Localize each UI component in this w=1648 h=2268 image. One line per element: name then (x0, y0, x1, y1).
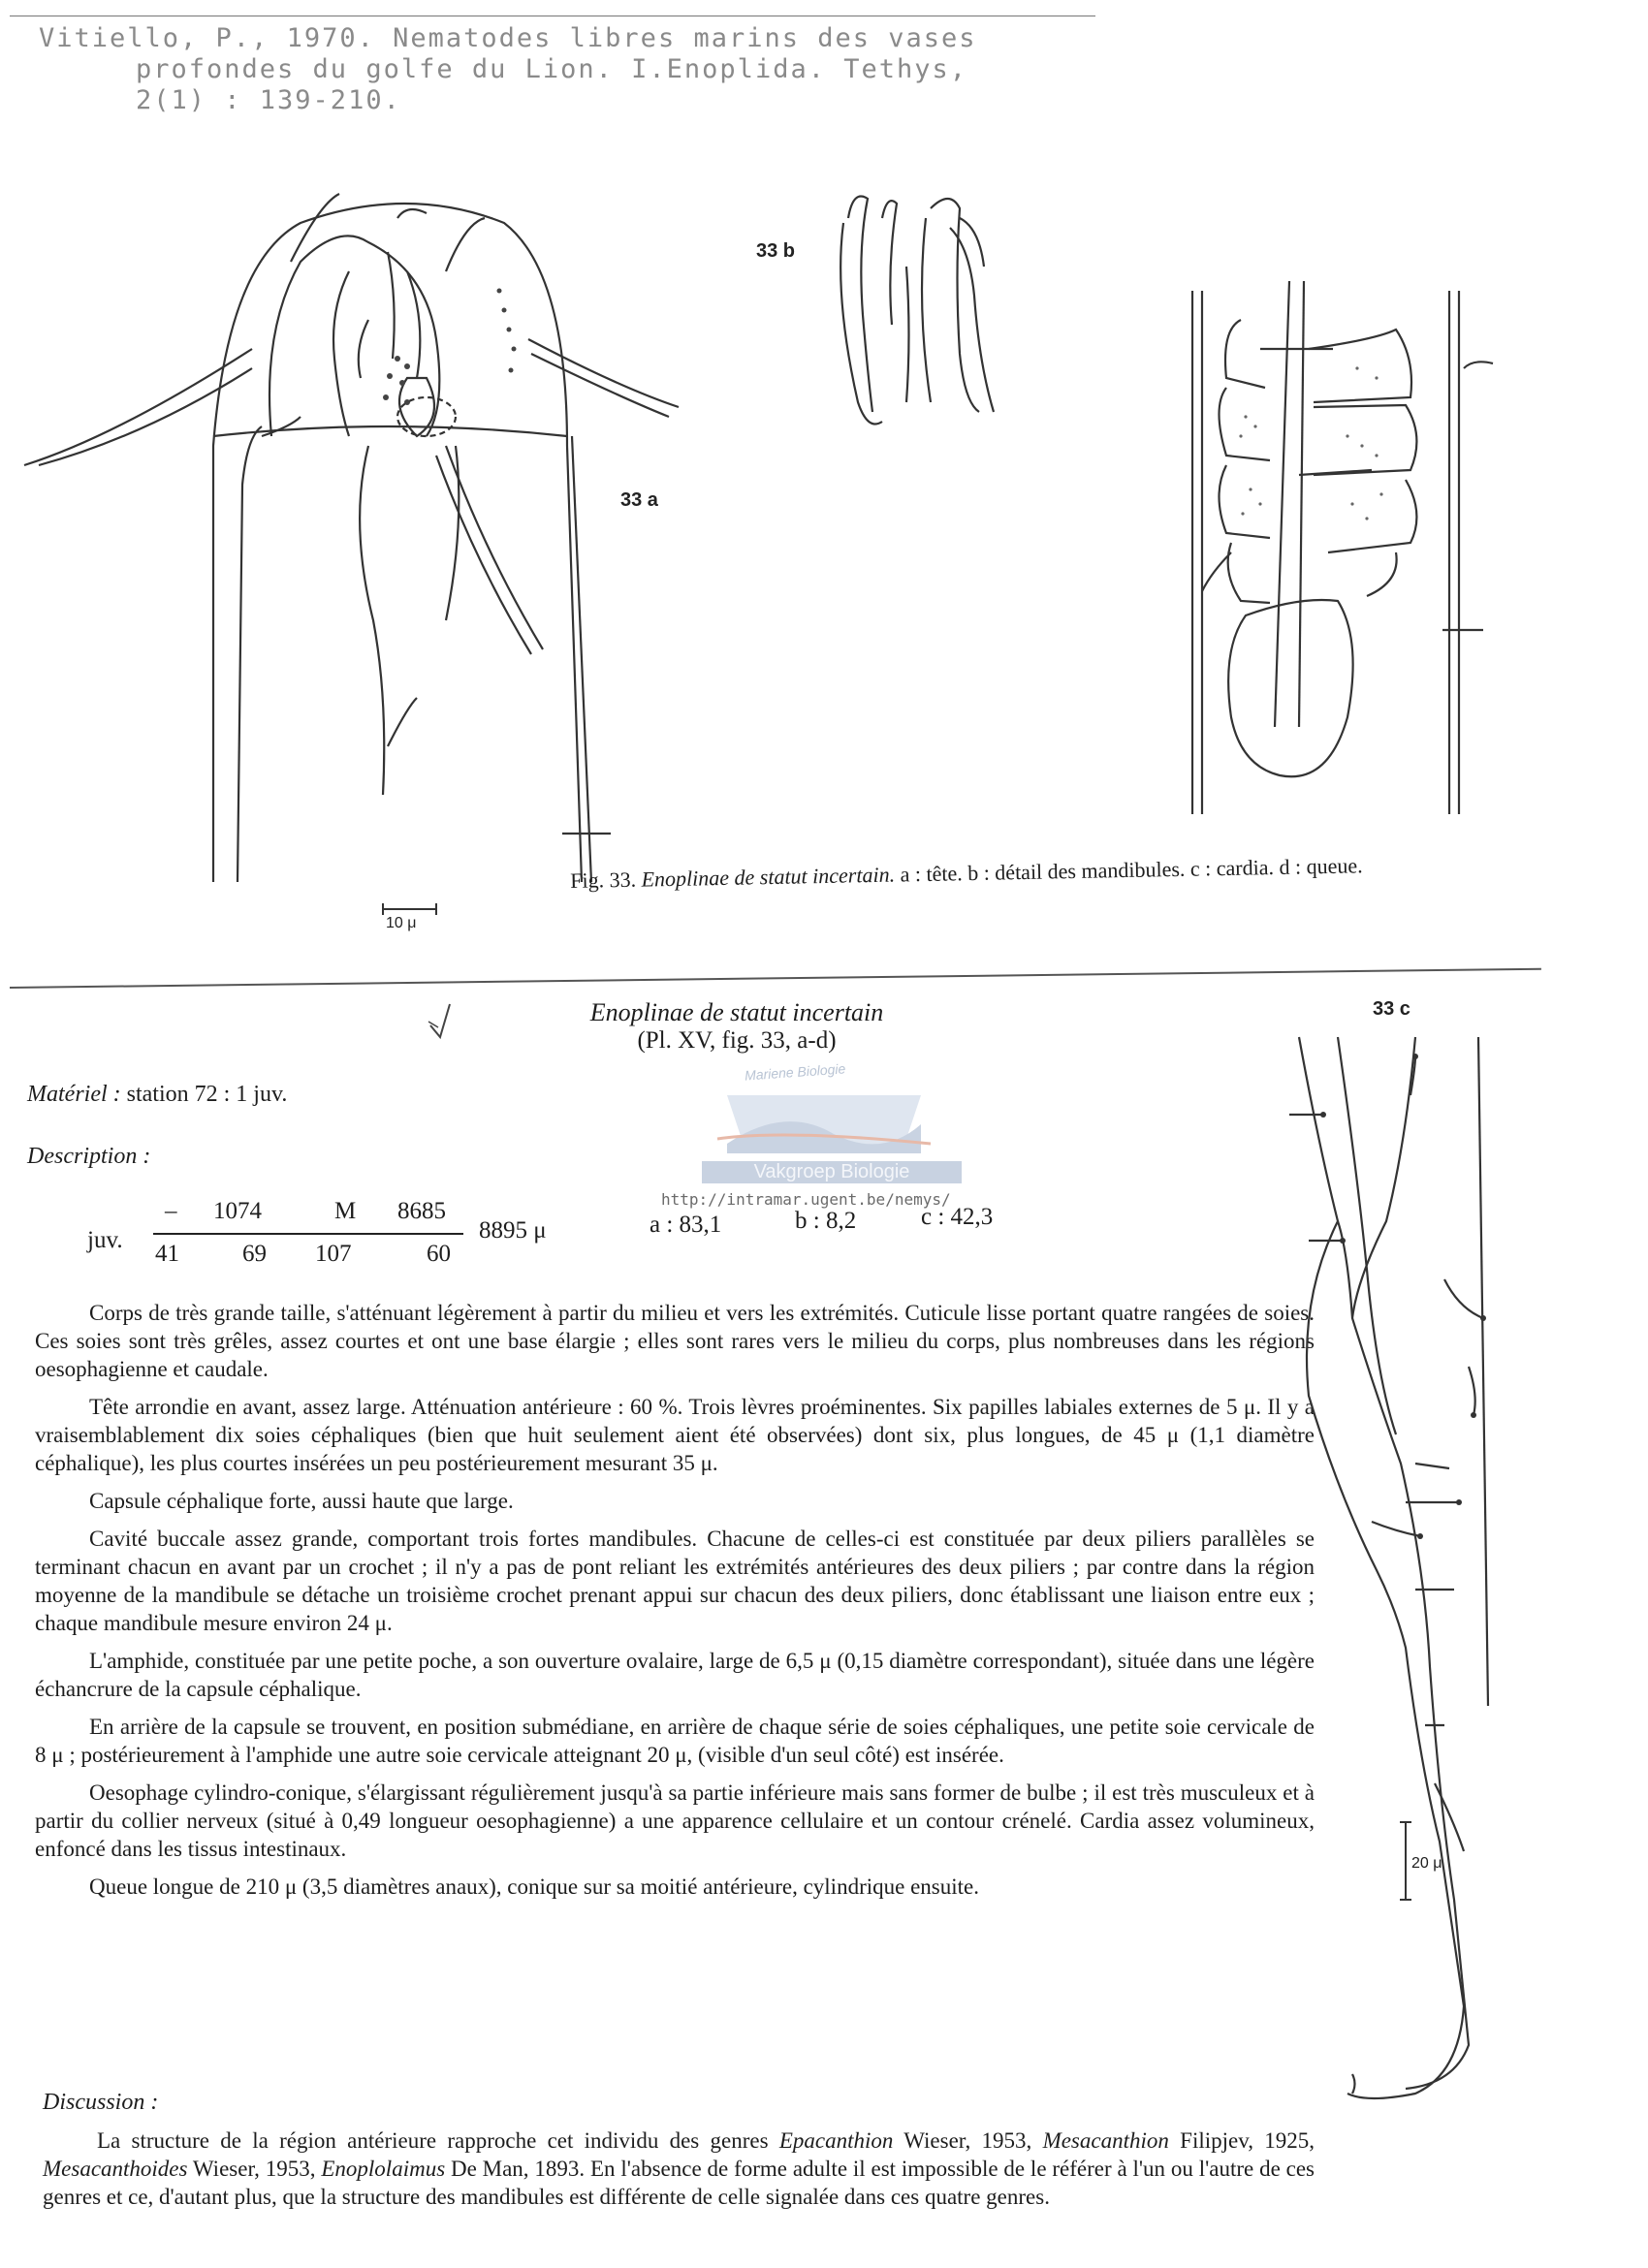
paragraph-capsule-setae: En arrière de la capsule se trouvent, en position submédiane, en arrière de chaque série de soies céphaliques, une petite soie cervicale de 8 μ ; postérieurement à l'amphide une autre soie cervicale atteignant 20 μ, (visible d'un seul côté) est insérée. (35, 1715, 1315, 1767)
formula-bottom-4: 60 (427, 1241, 451, 1267)
scale-bar-33c-label: 20 μ (1411, 1855, 1442, 1872)
formula-ratio-c: c : 42,3 (921, 1204, 994, 1230)
citation-line-2: profondes du golfe du Lion. I.Enoplida. Tethys, (136, 54, 968, 84)
label-33b: 33 b (756, 240, 796, 262)
section-heading (485, 998, 989, 1055)
check-mark-annotation (427, 998, 465, 1047)
watermark-line-2: Vakgroep Biologie (702, 1161, 962, 1183)
formula-bottom-3: 107 (315, 1241, 352, 1267)
description-body (35, 1299, 1315, 1910)
formula-top-2: 1074 (213, 1198, 262, 1224)
paragraph-capsule: Capsule céphalique forte, aussi haute que large. (89, 1489, 514, 1513)
formula-top-4: 8685 (397, 1198, 446, 1224)
paragraph-cavite: Cavité buccale assez grande, comportant trois fortes mandibules. Chacune de celles-ci est constituée par deux piliers parallèles se terminant chacun en avant par un crochet ; il n'y a pas de pont reliant les extrémités antérieures des deux piliers ; par contre dans la région moyenne de la mandibule se détache un troisième crochet prenant appui sur chacun des deux piliers, donc établissant une liaison entre eux ; chaque mandibule mesure environ 24 μ. (35, 1527, 1315, 1635)
formula-top-3: M (334, 1198, 357, 1224)
materiel-value: station 72 : 1 juv. (126, 1082, 288, 1107)
formula-top-1: – (165, 1198, 177, 1224)
watermark-line-1: Mariene Biologie (744, 1060, 846, 1084)
figure-cardia-drawing (1154, 262, 1474, 843)
section-title: Enoplinae de statut incertain (589, 998, 884, 1026)
citation-line-1: Vitiello, P., 1970. Nematodes libres marins des vases (39, 23, 977, 53)
formula-bottom-2: 69 (242, 1241, 267, 1267)
genus-enoplolaimus: Enoplolaimus (321, 2157, 446, 2181)
figure-plate (0, 116, 1648, 950)
paragraph-tete: Tête arrondie en avant, assez large. Atténuation antérieure : 60 %. Trois lèvres proéminentes. Six papilles labiales externes de 5 μ. Il y a vraisemblablement dix soies céphaliques (bien que huit seulement aient été observées) dont six, plus longues, de 45 μ (1,1 diamètre céphalique), les plus courtes insérées un peu postérieurement mesurant 35 μ. (35, 1395, 1315, 1475)
label-33c: 33 c (1373, 998, 1410, 1020)
scale-bar-33a-label: 10 μ (386, 915, 417, 931)
paragraph-oesophage: Oesophage cylindro-conique, s'élargissant régulièrement jusqu'à sa partie inférieure mais sans former de bulbe ; il est très musculeux et à partir du collier nerveux (situé à 0,49 longueur oesophagienne) a une apparence cellulaire et un contour crénelé. Cardia assez volumineux, enfoncé dans les tissus intestinaux. (35, 1780, 1315, 1861)
formula-divider (153, 1233, 463, 1235)
section-subtitle: (Pl. XV, fig. 33, a-d) (637, 1027, 837, 1054)
discussion-text-1: La structure de la région antérieure rapproche cet individu des genres (97, 2128, 779, 2153)
discussion-label: Discussion : (43, 2090, 159, 2115)
formula-bottom-1: 41 (155, 1241, 179, 1267)
discussion-text-4: Wieser, 1953, (187, 2157, 322, 2181)
figure-33a-head-drawing (0, 116, 679, 892)
caption-prefix: Fig. 33. (570, 866, 637, 893)
figure-33b-mandibles-drawing (814, 179, 1008, 431)
genus-mesacanthoides: Mesacanthoides (43, 2157, 188, 2181)
genus-epacanthion: Epacanthion (778, 2128, 894, 2153)
materiel-line (27, 1082, 287, 1108)
paragraph-amphide: L'amphide, constituée par une petite poche, a son ouverture ovalaire, large de 6,5 μ (0,15 diamètre correspondant), située dans une légère échancrure de la capsule céphalique. (35, 1649, 1315, 1701)
figure-33c-tail-drawing (1260, 1027, 1512, 2113)
discussion-text-3: Filipjev, 1925, (1168, 2128, 1315, 2153)
caption-title: Enoplinae de statut incertain. (641, 862, 896, 892)
citation-line-3: 2(1) : 139-210. (136, 85, 401, 115)
rule-mid (10, 968, 1541, 989)
formula-ratio-b: b : 8,2 (795, 1208, 857, 1234)
citation (39, 23, 1105, 116)
formula-ratio-a: a : 83,1 (650, 1212, 722, 1238)
formula-total: 8895 μ (479, 1217, 547, 1244)
discussion-paragraph (43, 2126, 1315, 2211)
discussion-text-5: De Man, 1893. En l'absence de forme adulte il est impossible de le référer à l'un ou l'autre de ces genres et ce, d'autant plus, que la structure des mandibules est différente de celle signalée dans ces quatre genres. (43, 2157, 1315, 2209)
watermark-url: http://intramar.ugent.be/nemys/ (661, 1190, 951, 1209)
paragraph-corps: Corps de très grande taille, s'atténuant légèrement à partir du milieu et vers les extrémités. Cuticule lisse portant quatre rangées de soies. Ces soies sont très grêles, assez courtes et ont une base élargie ; elles sont rares vers le milieu du corps, plus nombreuses dans les régions oesophagienne et caudale. (35, 1301, 1315, 1381)
materiel-label: Matériel : (27, 1082, 121, 1107)
caption-rest: a : tête. b : détail des mandibules. c : cardia. d : queue. (900, 853, 1363, 887)
formula-prefix: juv. (87, 1227, 123, 1253)
watermark-logo (708, 1086, 940, 1163)
watermark (661, 1056, 969, 1212)
genus-mesacanthion: Mesacanthion (1042, 2128, 1169, 2153)
discussion-text-2: Wieser, 1953, (893, 2128, 1043, 2153)
paragraph-queue: Queue longue de 210 μ (3,5 diamètres anaux), conique sur sa moitié antérieure, cylindrique ensuite. (89, 1874, 979, 1899)
label-33a: 33 a (620, 489, 658, 511)
description-label: Description : (27, 1144, 151, 1169)
figure-caption (570, 850, 1549, 894)
